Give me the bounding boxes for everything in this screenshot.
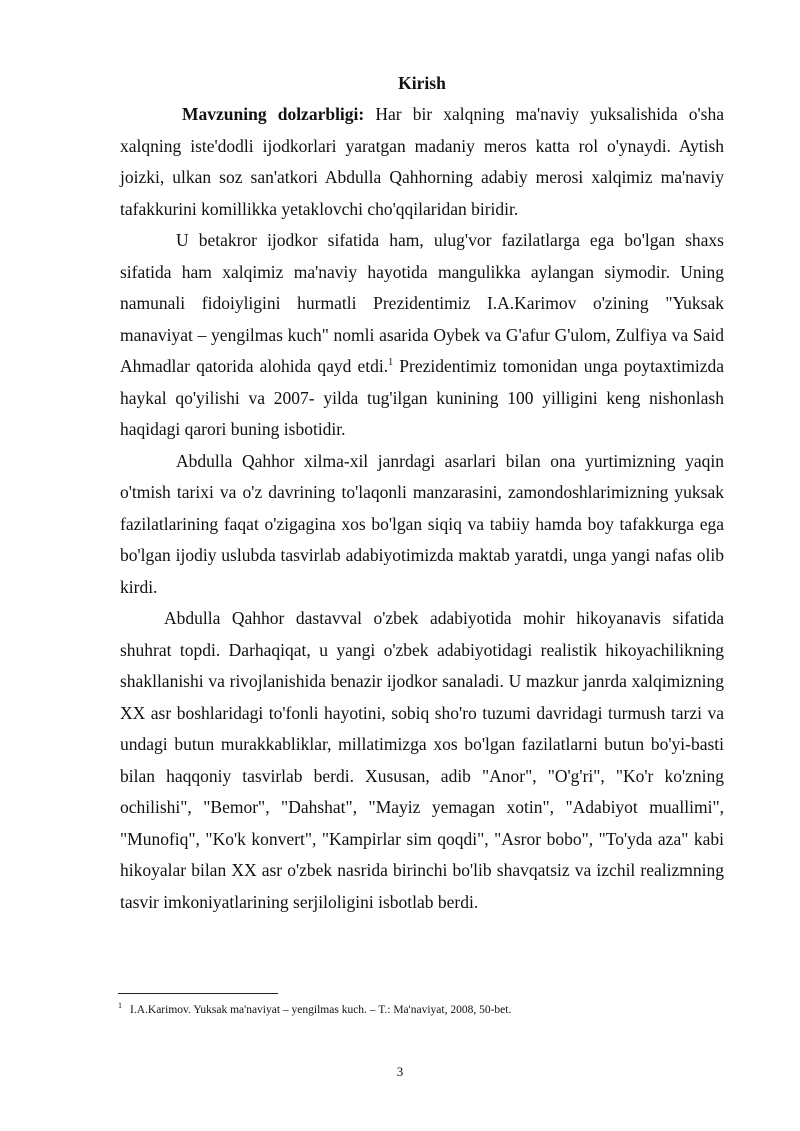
footnote-text: I.A.Karimov. Yuksak ma'naviyat – yengilmas kuch. – T.: Ma'naviyat, 2008, 50-bet. <box>130 1004 512 1016</box>
relevance-text: Har bir xalqning ma'naviy yuksalishida o'sha xalqning iste'dodli ijodkorlari yaratgan madaniy meros katta rol o'ynaydi. Aytish joizki, ulkan soz san'atkori Abdulla Qahhorning adabiy merosi xalqimiz ma'naviy tafakkurini komillikka yetaklovchi cho'qqilaridan biridir. <box>120 104 724 219</box>
paragraph-creative-style <box>120 446 724 604</box>
document-body <box>120 70 724 918</box>
footnote <box>118 1002 718 1018</box>
section-title: Kirish <box>398 73 446 93</box>
paragraph-text: Prezidentimiz tomonidan unga poytaxtimizda haykal qo'yilishi va 2007- yilda tug'ilgan kunining 100 yilligini keng nishonlash haqidagi qarori buning isbotidir. <box>120 356 724 439</box>
footnote-divider <box>118 993 278 994</box>
paragraph-short-stories <box>120 603 724 918</box>
footnote-reference[interactable]: 1 <box>388 357 394 369</box>
paragraph-text: Abdulla Qahhor xilma-xil janrdagi asarlari bilan ona yurtimizning yaqin o'tmish tarixi va o'z davrining to'laqonli manzarasini, zamondoshlarimizning yuksak fazilatlarining faqat o'zigagina xos bo'lgan siqiq va tabiiy hamda boy tafakkurga ega bo'lgan ijodiy uslubda tasvirlab adabiyotimizda maktab yaratdi, unga yangi nafas olib kirdi. <box>120 450 724 597</box>
relevance-heading: Mavzuning dolzarbligi: <box>182 104 365 124</box>
paragraph-text: Abdulla Qahhor dastavval o'zbek adabiyotida mohir hikoyanavis sifatida shuhrat topdi. Darhaqiqat, u yangi o'zbek adabiyotidagi realistik hikoyachilikning shakllanishi va rivojlanishida benazir ijodkor sanaladi. U mazkur janrda xalqimizning XX asr boshlaridagi to'fonli hayotini, sobiq sho'ro tuzumi davridagi turmush tarzi va undagi butun murakkabliklar, millatimizga xos bo'lgan fazilatlarni butun bo'yi-basti bilan haqqoniy tasvirlab berdi. Xususan, adib "Anor", "O'g'ri", "Ko'r ko'zning ochilishi", "Bemor", "Dahshat", "Mayiz yemagan xotin", "Adabiyot muallimi", "Munofiq", "Ko'k konvert", "Kampirlar sim qoqdi", "Asror bobo", "To'yda aza" kabi hikoyalar bilan XX asr o'zbek nasrida birinchi bo'lib shavqatsiz va izchil realizmning tasvir imkoniyatlarining serjiloligini isbotlab berdi. <box>120 608 724 912</box>
page-number: 3 <box>396 1064 404 1079</box>
footnote-mark: 1 <box>118 1001 122 1011</box>
paragraph-relevance <box>120 99 724 225</box>
paragraph-text: U betakror ijodkor sifatida ham, ulug'vor fazilatlarga ega bo'lgan shaxs sifatida ham xalqimiz ma'naviy hayotida mangulikka aylangan siymodir. Uning namunali fidoiyligini hurmatli Prezidentimiz I.A.Karimov o'zining "Yuksak manaviyat – yengilmas kuch" nomli asarida Oybek va G'afur G'ulom, Zulfiya va Said Ahmadlar qatorida alohida qayd etdi. <box>120 230 724 376</box>
paragraph-writer-legacy <box>120 225 724 446</box>
